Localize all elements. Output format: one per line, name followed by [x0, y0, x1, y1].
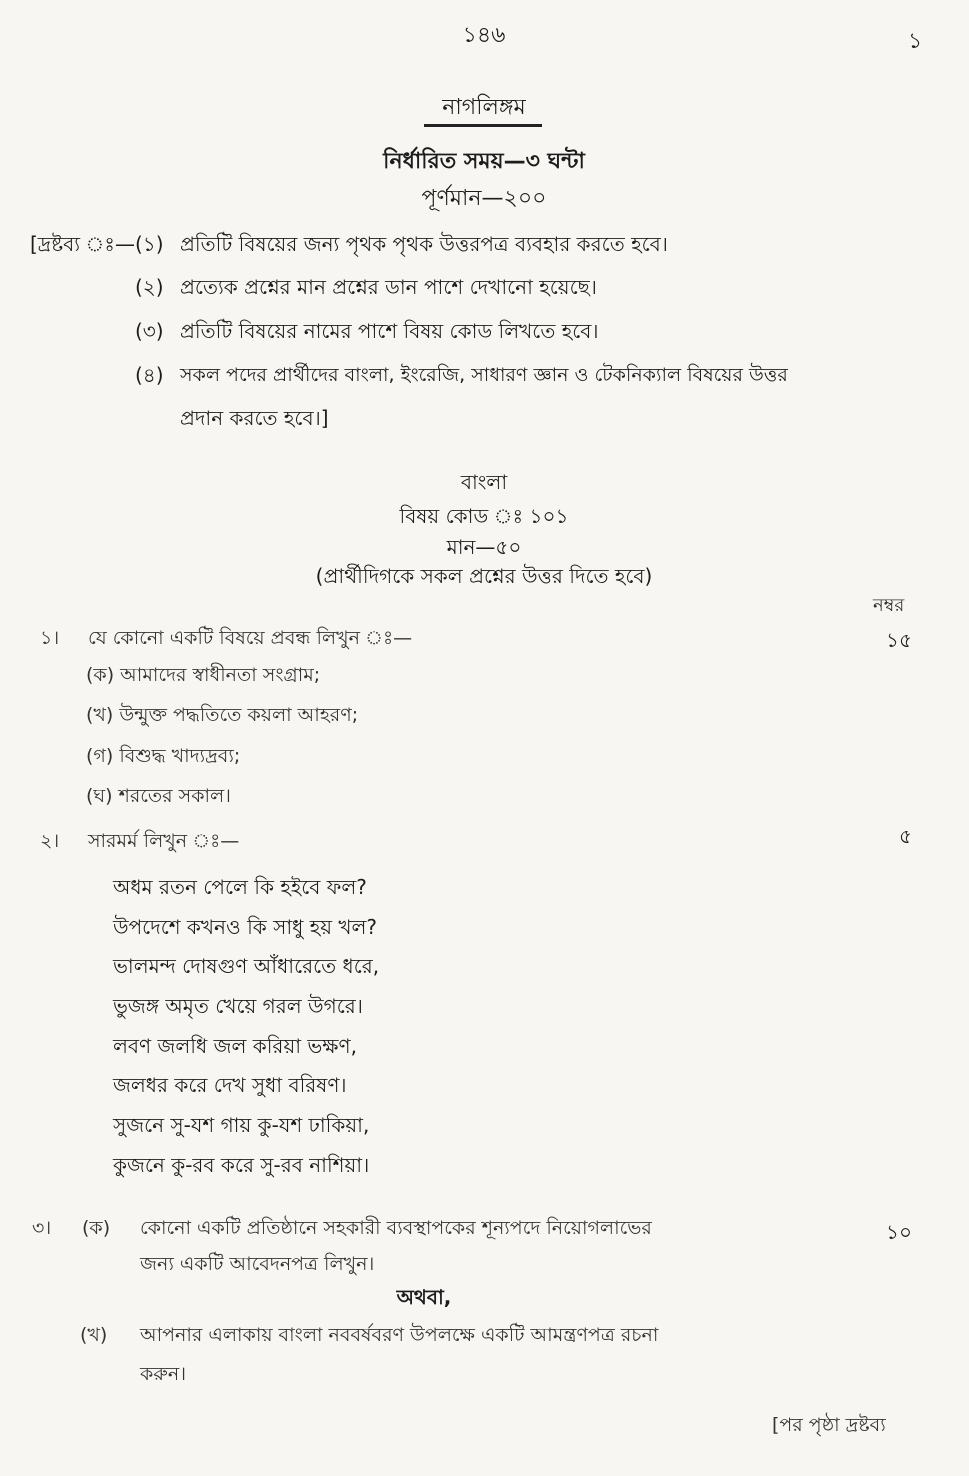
q3-or: অথবা,	[396, 1285, 452, 1309]
time-allowed: নির্ধারিত সময়—৩ ঘন্টা	[383, 149, 585, 174]
q3-b-label: (খ)	[80, 1324, 108, 1346]
poem-line: সুজনে সু-যশ গায় কু-যশ ঢাকিয়া,	[113, 1113, 370, 1137]
q3-number: ৩।	[32, 1217, 52, 1239]
q1-marks: ১৫	[886, 628, 912, 652]
q3-b-line1: আপনার এলাকায় বাংলা নববর্ষবরণ উপলক্ষে একটি আমন্ত্রণপত্র রচনা	[140, 1324, 659, 1346]
q3-marks: ১০	[886, 1220, 912, 1244]
q2-text: সারমর্ম লিখুন ঃ—	[88, 830, 240, 852]
q1-number: ১।	[40, 627, 60, 649]
poem-line: উপদেশে কখনও কি সাধু হয় খল?	[113, 915, 378, 939]
q2-marks: ৫	[899, 824, 912, 848]
instructions-lead: [দ্রষ্টব্য ঃ—	[30, 232, 135, 256]
q3-a-line1: কোনো একটি প্রতিষ্ঠানে সহকারী ব্যবস্থাপকের শূন্যপদে নিয়োগলাভের	[140, 1217, 652, 1239]
poem-line: কুজনে কু-রব করে সু-রব নাশিয়া।	[113, 1153, 370, 1177]
exam-title: নাগলিঙ্গম	[442, 95, 526, 120]
instruction-1-text: প্রতিটি বিষয়ের জন্য পৃথক পৃথক উত্তরপত্র ব্যবহার করতে হবে।	[180, 232, 668, 256]
instruction-1-num: (১)	[135, 232, 164, 256]
poem-line: ভুজঙ্গ অমৃত খেয়ে গরল উগরে।	[113, 994, 363, 1018]
instruction-3-num: (৩)	[135, 319, 164, 343]
subject-marks: মান—৫০	[446, 535, 522, 559]
q1-text: যে কোনো একটি বিষয়ে প্রবন্ধ লিখুন ঃ—	[88, 627, 413, 649]
subject-name: বাংলা	[460, 470, 508, 494]
footer-next-page: [পর পৃষ্ঠা দ্রষ্টব্য	[772, 1414, 886, 1436]
poem-line: অধম রতন পেলে কি হইবে ফল?	[113, 875, 367, 899]
instruction-3-text: প্রতিটি বিষয়ের নামের পাশে বিষয় কোড লিখতে হবে।	[180, 319, 599, 343]
instruction-2-num: (২)	[135, 275, 164, 299]
instruction-4-text-cont: প্রদান করতে হবে।]	[180, 406, 329, 430]
instruction-2-text: প্রত্যেক প্রশ্নের মান প্রশ্নের ডান পাশে দেখানো হয়েছে।	[180, 275, 597, 299]
q1-option-b: (খ) উন্মুক্ত পদ্ধতিতে কয়লা আহরণ;	[86, 704, 359, 726]
q3-a-line2: জন্য একটি আবেদনপত্র লিখুন।	[140, 1253, 375, 1275]
subject-note: (প্রার্থীদিগকে সকল প্রশ্নের উত্তর দিতে হবে)	[315, 564, 653, 588]
q1-option-d: (ঘ) শরতের সকাল।	[86, 785, 231, 807]
q1-option-c: (গ) বিশুদ্ধ খাদ্যদ্রব্য;	[86, 745, 241, 767]
poem-line: লবণ জলধি জল করিয়া ভক্ষণ,	[113, 1034, 357, 1058]
q2-number: ২।	[40, 830, 60, 852]
full-marks: পূর্ণমান—২০০	[421, 186, 547, 211]
q3-b-line2: করুন।	[140, 1363, 187, 1385]
poem-line: ভালমন্দ দোষগুণ আঁধারেতে ধরে,	[113, 954, 380, 978]
poem-line: জলধর করে দেখ সুধা বরিষণ।	[113, 1073, 347, 1097]
corner-number: ১	[908, 29, 923, 54]
marks-header: নম্বর	[873, 595, 905, 616]
q3-a-label: (ক)	[82, 1217, 111, 1239]
title-underline	[424, 124, 542, 127]
instruction-4-num: (৪)	[135, 363, 164, 387]
subject-code: বিষয় কোড ঃ ১০১	[399, 504, 569, 528]
q1-option-a: (ক) আমাদের স্বাধীনতা সংগ্রাম;	[86, 664, 321, 686]
page-number: ১৪৬	[462, 23, 506, 48]
instruction-4-text: সকল পদের প্রার্থীদের বাংলা, ইংরেজি, সাধারণ জ্ঞান ও টেকনিক্যাল বিষয়ের উত্তর	[180, 364, 788, 386]
